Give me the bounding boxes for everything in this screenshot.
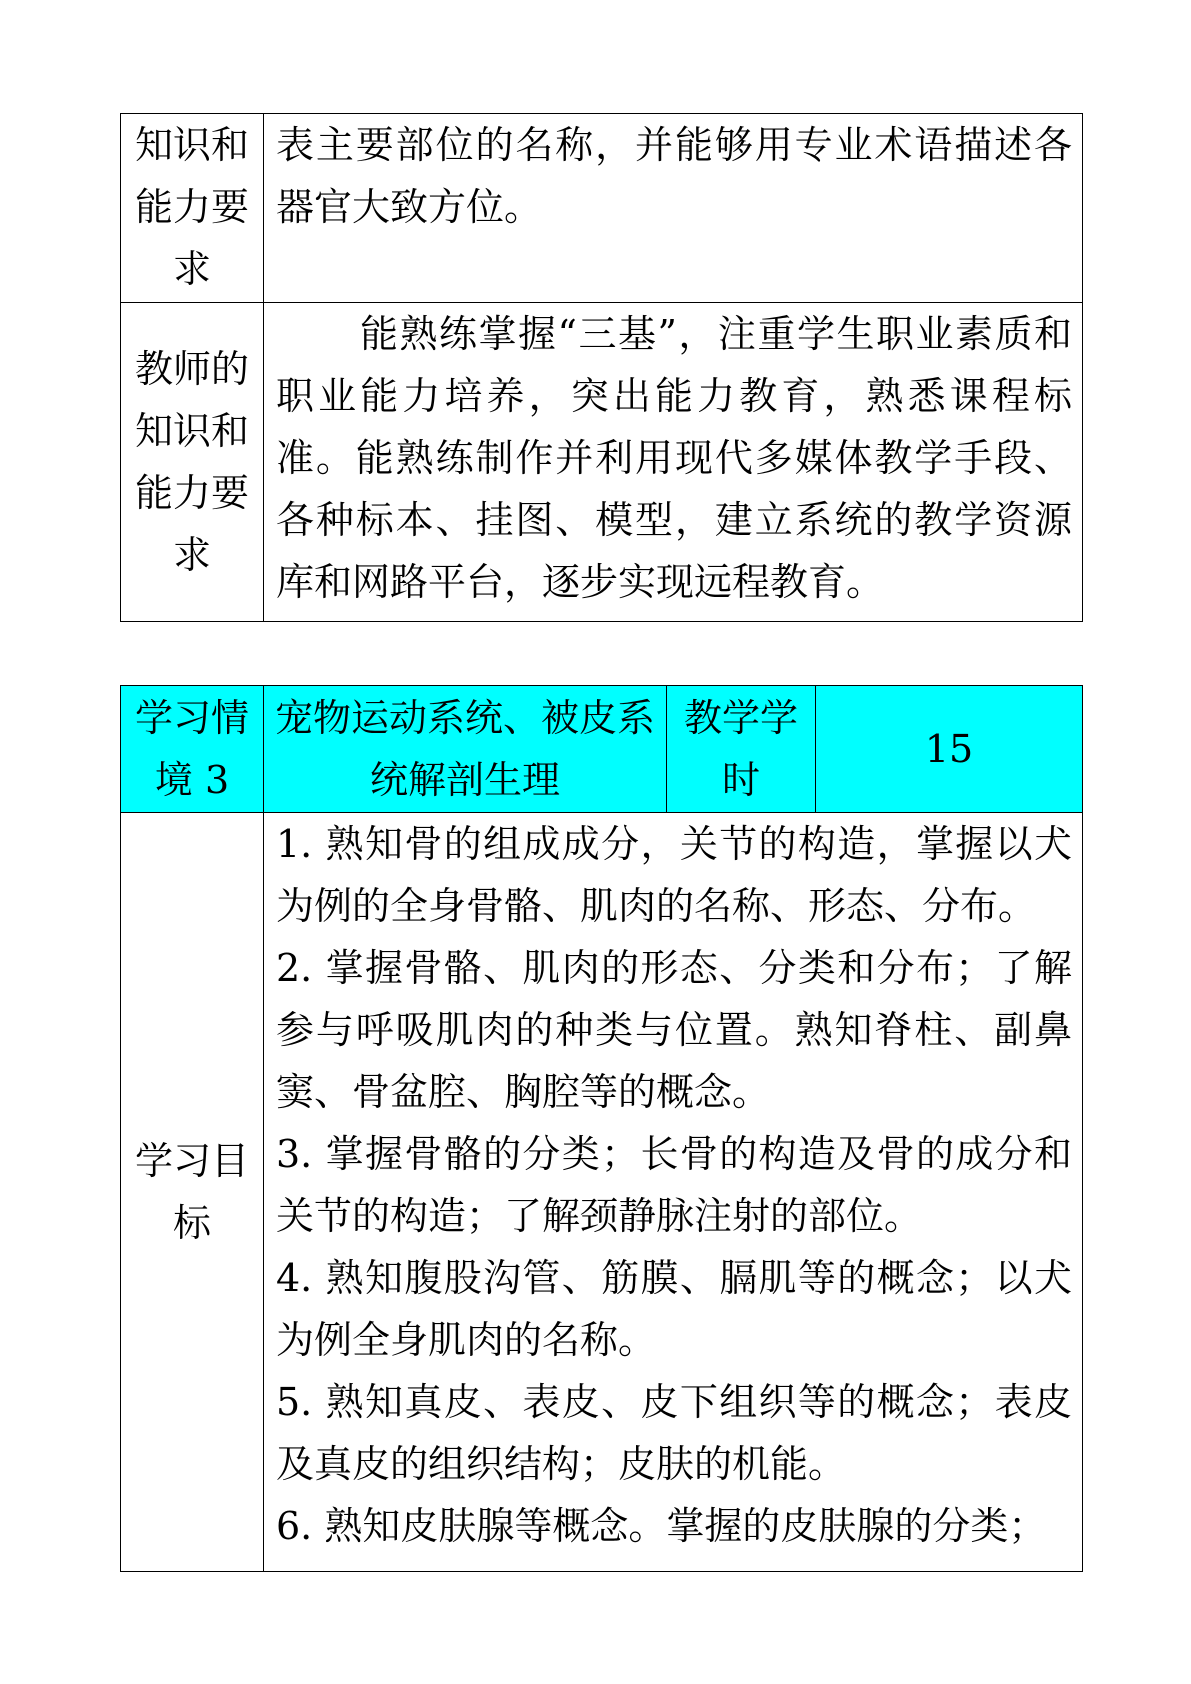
objective-item: 2. 掌握骨骼、肌肉的形态、分类和分布；了解参与呼吸肌肉的种类与位置。熟知脊柱、副鼻窦、骨盆腔、胸腔等的概念。 [276,946,1072,1114]
situation-topic: 宠物运动系统、被皮系统解剖生理 [264,686,667,813]
row-content-teacher-requirements: 能熟练掌握“三基”，注重学生职业素质和职业能力培养，突出能力教育，熟悉课程标准。能熟练制作并利用现代多媒体教学手段、各种标本、挂图、模型，建立系统的教学资源库和网路平台，逐步实现远程教育。 [264,303,1083,622]
learning-situation-table [120,685,1083,1572]
objectives-label: 学习目标 [121,813,264,1572]
table-row [121,813,1083,1572]
table-header-row [121,686,1083,813]
table-row [121,303,1083,622]
row-label-knowledge-ability: 知识和能力要求 [121,114,264,303]
objective-item: 1. 熟知骨的组成成分，关节的构造，掌握以犬为例的全身骨骼、肌肉的名称、形态、分布。 [276,822,1072,928]
objective-item: 5. 熟知真皮、表皮、皮下组织等的概念；表皮及真皮的组织结构；皮肤的机能。 [276,1380,1072,1486]
objective-item: 6. 熟知皮肤腺等概念。掌握的皮肤腺的分类； [276,1504,1047,1548]
situation-label: 学习情境 3 [121,686,264,813]
row-label-teacher-requirements: 教师的知识和能力要求 [121,303,264,622]
objectives-content [264,813,1083,1572]
table-row [121,114,1083,303]
objective-item: 3. 掌握骨骼的分类；长骨的构造及骨的成分和关节的构造；了解颈静脉注射的部位。 [276,1132,1072,1238]
objective-item: 4. 熟知腹股沟管、筋膜、膈肌等的概念；以犬为例全身肌肉的名称。 [276,1256,1072,1362]
teaching-hours-label: 教学学时 [667,686,816,813]
teaching-hours-value: 15 [816,686,1083,813]
row-content-knowledge-ability: 表主要部位的名称，并能够用专业术语描述各器官大致方位。 [264,114,1083,303]
teacher-requirements-table [120,113,1083,622]
